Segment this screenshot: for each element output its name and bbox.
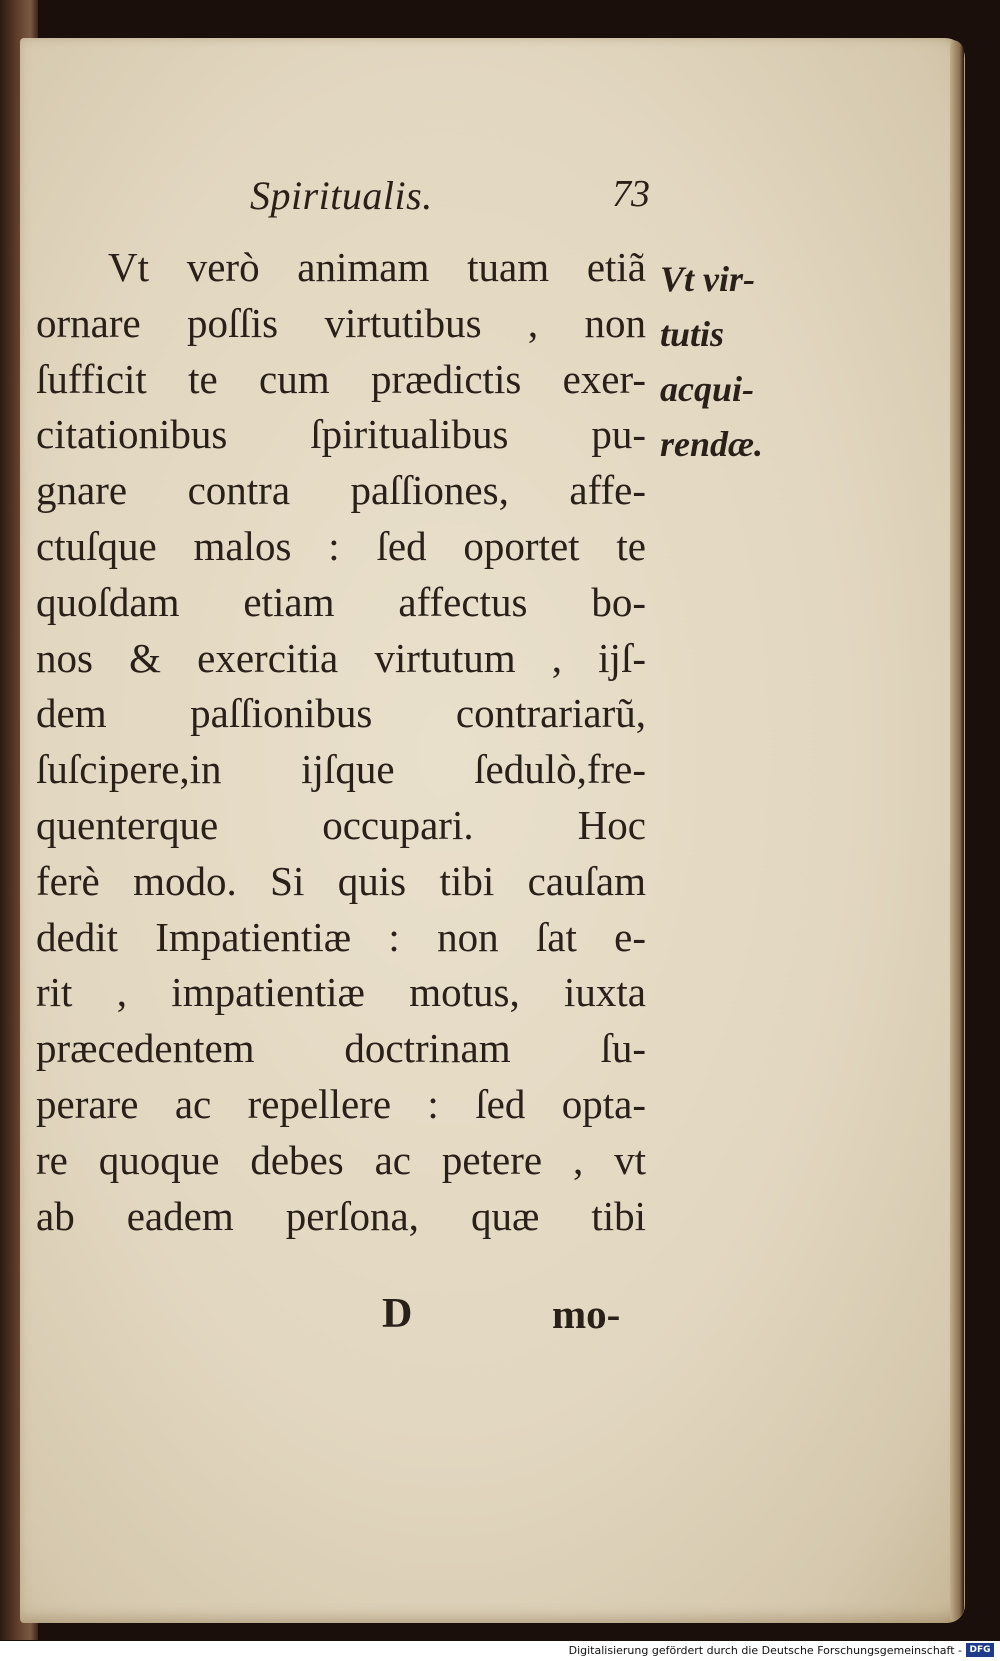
- text-line: rit , impatientiæ motus, iuxta: [36, 969, 646, 1016]
- text-line: perare ac repellere : ſed opta-: [36, 1080, 646, 1127]
- text-line: quoſdam etiam affectus bo-: [36, 578, 646, 625]
- dfg-logo: DFG: [966, 1643, 994, 1657]
- text-line: Vt verò animam tuam etiã: [108, 244, 646, 290]
- body-text: [36, 240, 646, 1244]
- text-line: quenterque occupari. Hoc: [36, 801, 646, 848]
- text-line: re quoque debes ac petere , vt: [36, 1136, 646, 1183]
- text-line: citationibus ſpiritualibus pu-: [36, 411, 646, 458]
- catchword: mo-: [552, 1291, 621, 1337]
- page-number: 73: [612, 173, 650, 215]
- footer-credit: Digitalisierung gefördert durch die Deutsche Forschungsgemeinschaft -: [568, 1644, 962, 1657]
- text-line: ſuſcipere,in ijſque ſedulò,fre-: [36, 746, 646, 793]
- marginal-note-line: acqui-: [660, 369, 754, 409]
- text-line: nos & exercitia virtutum , ijſ-: [36, 634, 646, 681]
- text-line: gnare contra paſſiones, affe-: [36, 467, 646, 514]
- marginal-note-line: Vt vir-: [660, 259, 755, 299]
- text-line: ferè modo. Si quis tibi cauſam: [36, 857, 646, 904]
- page-edge: [950, 40, 964, 1620]
- text-line: ſufficit te cum prædictis exer-: [36, 355, 646, 402]
- text-line: dedit Impatientiæ : non ſat e-: [36, 913, 646, 960]
- marginal-note-line: rendæ.: [660, 424, 764, 464]
- marginal-note-line: tutis: [660, 314, 725, 354]
- text-line: præcedentem doctrinam ſu-: [36, 1025, 646, 1072]
- running-head: Spiritualis.: [250, 173, 433, 218]
- marginal-note: [660, 252, 763, 472]
- text-line: dem paſſionibus contrariarũ,: [36, 690, 646, 737]
- text-line: ab eadem perſona, quæ tibi: [36, 1192, 646, 1239]
- text-line: ornare poſſis virtutibus , non: [36, 299, 646, 346]
- text-line: ctuſque malos : ſed oportet te: [36, 522, 646, 569]
- signature-mark: D: [382, 1291, 413, 1337]
